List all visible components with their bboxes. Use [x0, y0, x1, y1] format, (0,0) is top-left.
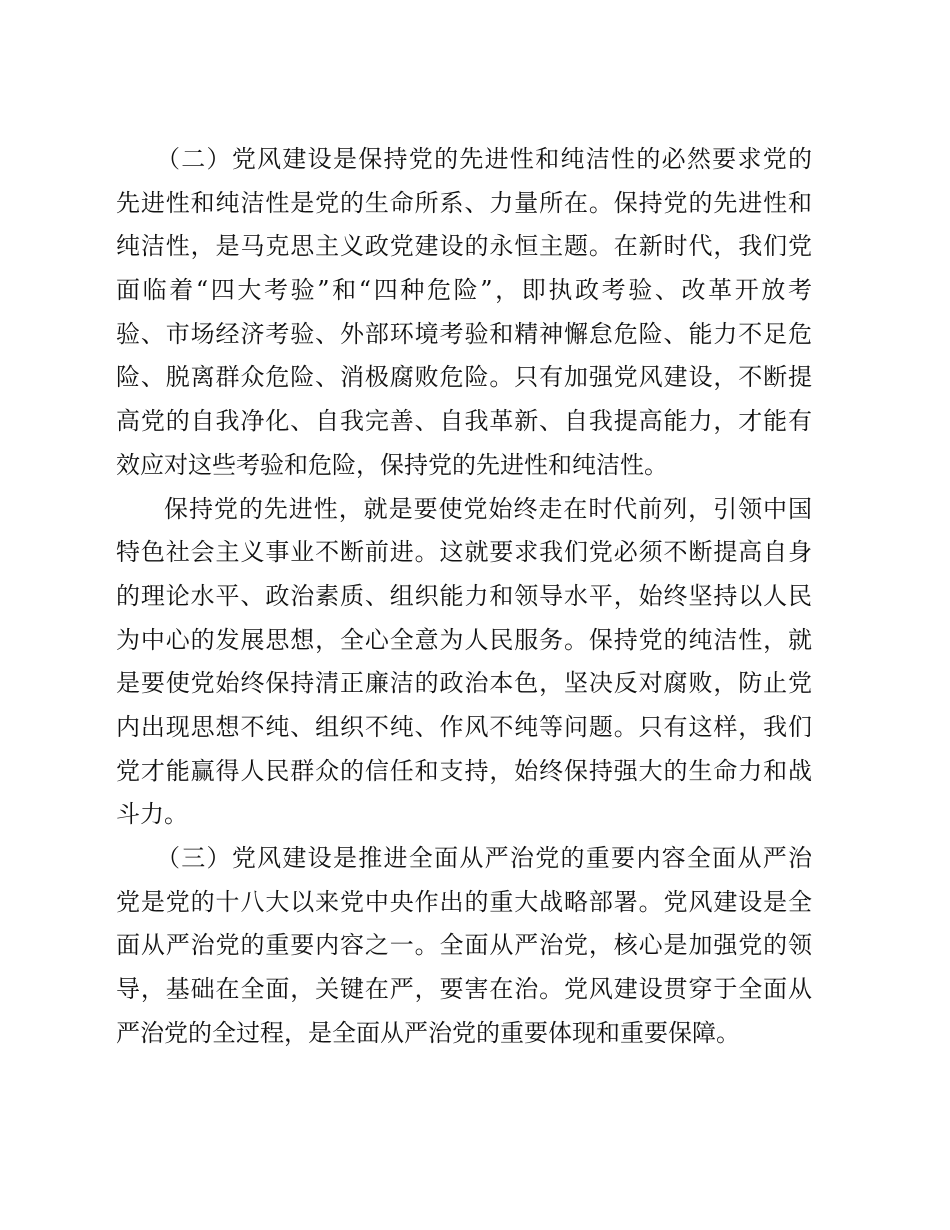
text-line: 验、市场经济考验、外部环境考验和精神懈怠危险、能力不足危 — [116, 319, 812, 348]
text-line: 纯洁性，是马克思主义政党建设的永恒主题。在新时代，我们党 — [116, 232, 812, 261]
document-body — [116, 138, 812, 1055]
text-line: 严治党的全过程，是全面从严治党的重要体现和重要保障。 — [116, 1018, 740, 1047]
text-line: （三）党风建设是推进全面从严治党的重要内容全面从严治 — [156, 844, 812, 872]
text-line: 高党的自我净化、自我完善、自我革新、自我提高能力，才能有 — [116, 407, 812, 436]
paragraph-advanced-purity — [116, 488, 812, 838]
text-line: 党才能赢得人民群众的信任和支持，始终保持强大的生命力和战 — [116, 756, 812, 785]
paragraph-section-2 — [116, 138, 812, 488]
text-line: 为中心的发展思想，全心全意为人民服务。保持党的纯洁性，就 — [116, 625, 812, 654]
text-line: 保持党的先进性，就是要使党始终走在时代前列，引领中国 — [164, 494, 812, 523]
text-line: 险、脱离群众危险、消极腐败危险。只有加强党风建设，不断提 — [116, 363, 812, 392]
text-line: 先进性和纯洁性是党的生命所系、力量所在。保持党的先进性和 — [116, 188, 812, 217]
paragraph-section-3 — [116, 837, 812, 1055]
text-line: 导，基础在全面，关键在严，要害在治。党风建设贯穿于全面从 — [116, 975, 812, 1004]
text-line: 特色社会主义事业不断前进。这就要求我们党必须不断提高自身 — [116, 538, 812, 567]
text-line: 面临着“四大考验”和“四种危险”，即执政考验、改革开放考 — [116, 276, 812, 305]
text-line: 效应对这些考验和危险，保持党的先进性和纯洁性。 — [116, 450, 668, 479]
text-line: （二）党风建设是保持党的先进性和纯洁性的必然要求党的 — [156, 145, 812, 173]
text-line: 面从严治党的重要内容之一。全面从严治党，核心是加强党的领 — [116, 931, 812, 960]
text-line: 的理论水平、政治素质、组织能力和领导水平，始终坚持以人民 — [116, 581, 812, 610]
text-line: 斗力。 — [116, 800, 188, 829]
text-line: 党是党的十八大以来党中央作出的重大战略部署。党风建设是全 — [116, 887, 812, 916]
text-line: 是要使党始终保持清正廉洁的政治本色，坚决反对腐败，防止党 — [116, 669, 812, 698]
text-line: 内出现思想不纯、组织不纯、作风不纯等问题。只有这样，我们 — [116, 712, 812, 741]
